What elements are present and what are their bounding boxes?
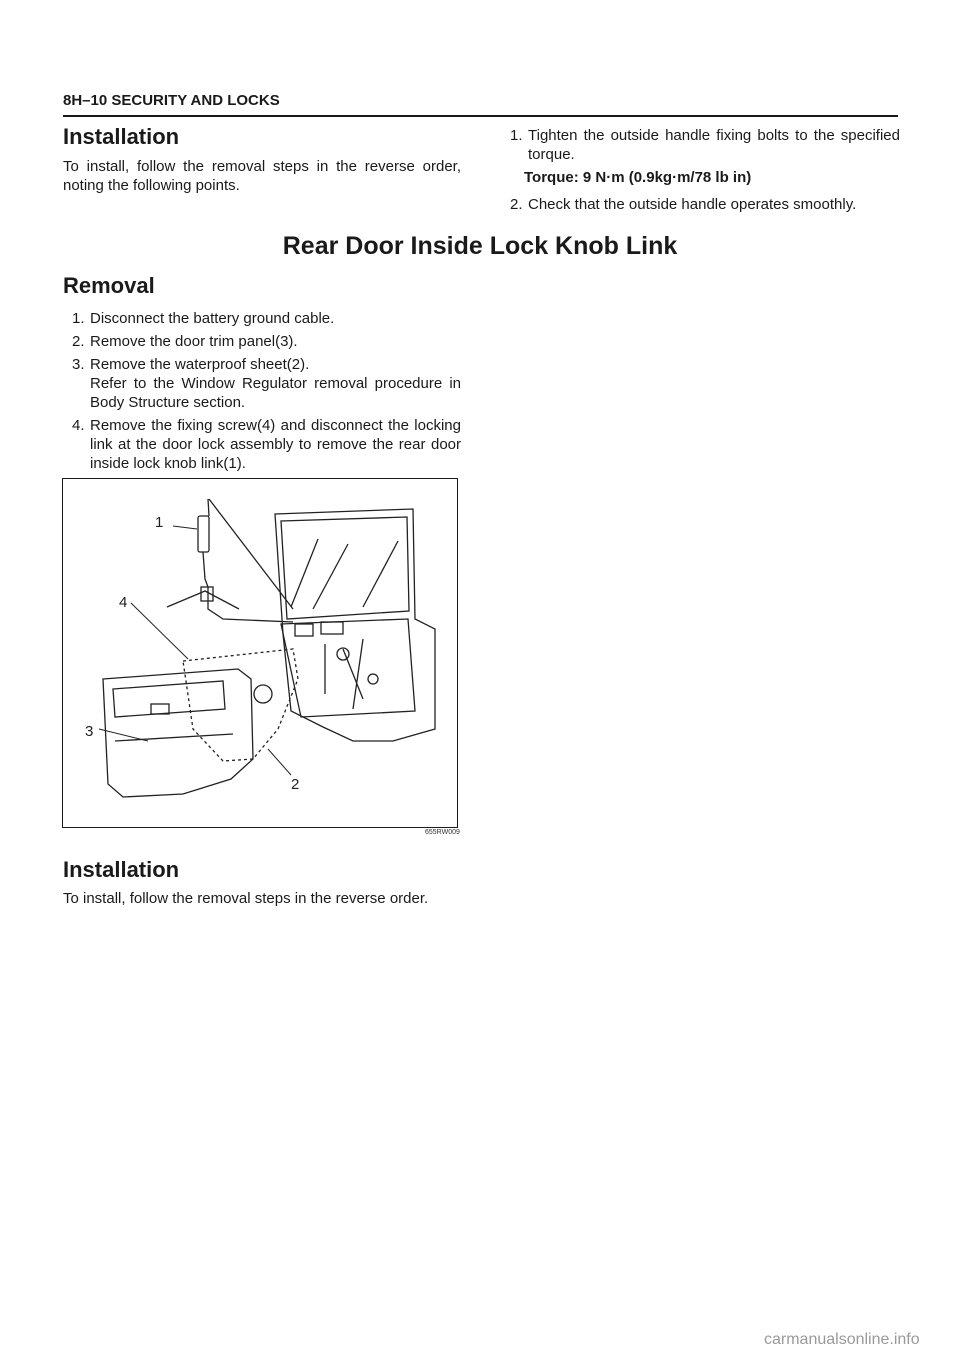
installation-heading: Installation [63, 124, 180, 149]
page-header [63, 92, 898, 117]
removal-step-1 [63, 309, 461, 328]
leader-2 [268, 749, 291, 775]
step-number: 2. [510, 196, 523, 213]
removal-heading: Removal [63, 273, 155, 298]
callout-4: 4 [119, 594, 128, 611]
torque-spec: Torque: 9 N·m (0.9kg·m/78 lb in) [524, 169, 752, 186]
step-text: Remove the waterproof sheet(2). [90, 356, 310, 373]
step-number: 4. [72, 417, 85, 434]
step-item [510, 126, 900, 164]
watermark: carmanualsonline.info [764, 1331, 920, 1348]
top-installation-block [63, 124, 461, 195]
bottom-installation-block [63, 857, 461, 908]
step-number: 1. [72, 310, 85, 327]
section-title: Rear Door Inside Lock Knob Link [282, 232, 678, 260]
step-text: Tighten the outside handle fixing bolts to the specified torque. [528, 127, 900, 163]
removal-step-3 [63, 355, 461, 412]
header-rule [63, 115, 898, 117]
step-text: Check that the outside handle operates smoothly. [528, 196, 857, 213]
step-text: Remove the fixing screw(4) and disconnect the locking link at the door lock assembly to remove the rear door inside lock knob link(1). [90, 417, 461, 472]
removal-block [63, 273, 461, 477]
removal-step-4 [63, 416, 461, 473]
step-text: Remove the door trim panel(3). [90, 333, 298, 350]
callout-3: 3 [85, 723, 94, 740]
step-item [510, 195, 900, 214]
installation-heading-2: Installation [63, 857, 180, 882]
removal-step-2 [63, 332, 461, 351]
leader-1 [173, 526, 197, 529]
page-header-text: 8H–10 SECURITY AND LOCKS [63, 92, 280, 109]
installation-intro-text: To install, follow the removal steps in the reverse order, noting the following points. [63, 158, 461, 194]
installation-text-2: To install, follow the removal steps in the reverse order. [63, 890, 429, 907]
step-note: Refer to the Window Regulator removal procedure in Body Structure section. [90, 375, 461, 411]
step-number: 1. [510, 127, 523, 144]
step-number: 3. [72, 356, 85, 373]
door-illustration [63, 479, 457, 827]
callout-2: 2 [291, 776, 300, 793]
figure-code: 655RW009 [425, 829, 460, 836]
door-exploded-figure [62, 478, 458, 828]
step-number: 2. [72, 333, 85, 350]
outside-handle-steps [510, 126, 900, 218]
callout-1: 1 [155, 514, 164, 531]
step-text: Disconnect the battery ground cable. [90, 310, 335, 327]
leader-4 [131, 603, 188, 659]
